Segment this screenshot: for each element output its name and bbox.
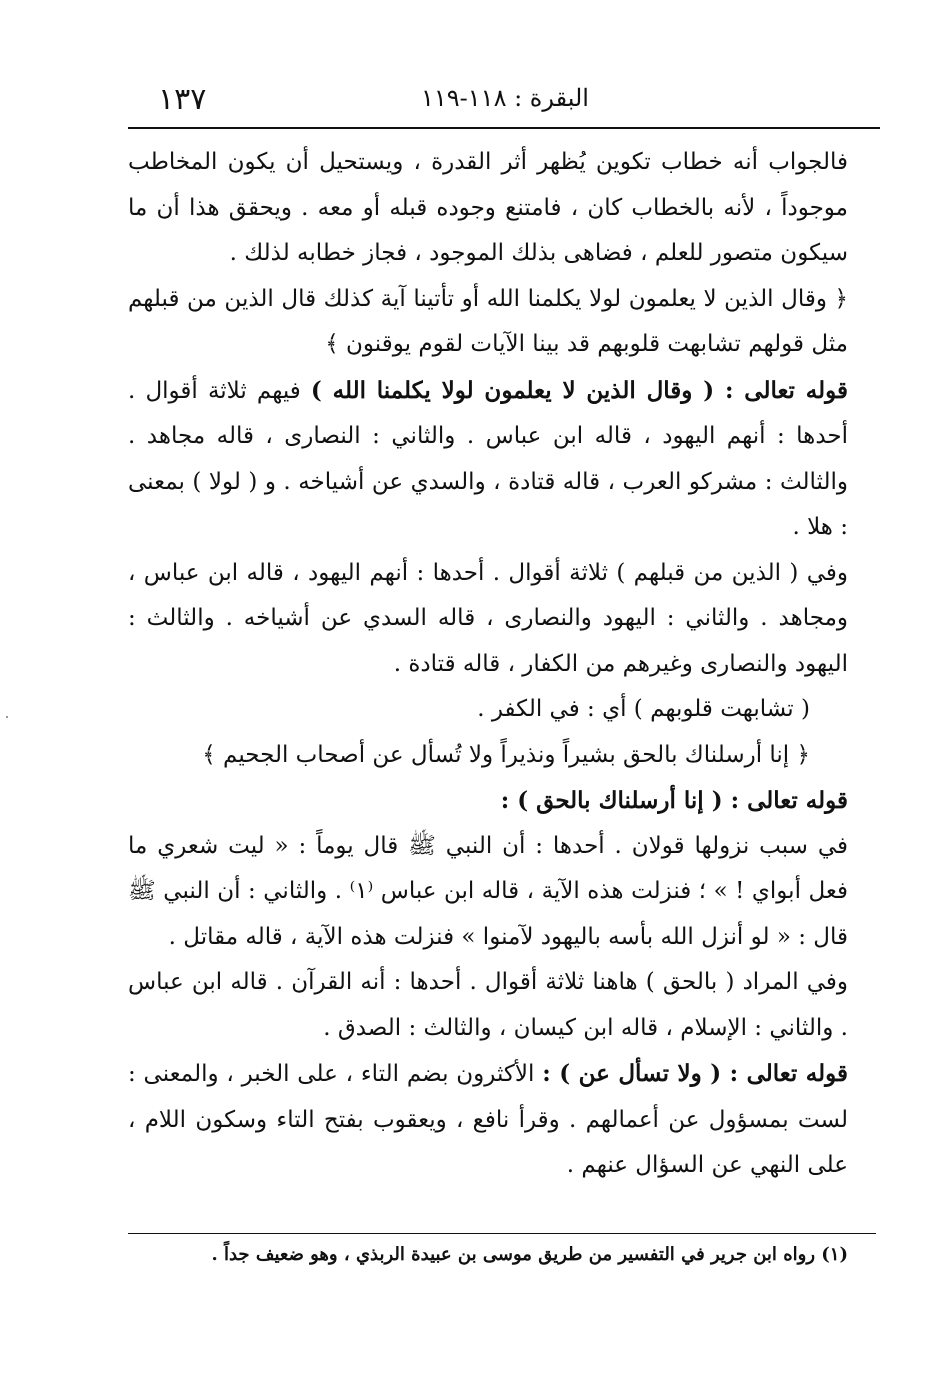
- commentary-text-2: الأكثرون بضم التاء ، على الخبر ، والمعنى : لست بمسؤول عن أعمالهم . وقرأ نافع ، ويعقوب بفتح التاء وسكون اللام ، على النهي عن السؤال عنهم .: [128, 1061, 848, 1178]
- paragraph-answer: فالجواب أنه خطاب تكوين يُظهر أثر القدرة ، ويستحيل أن يكون المخاطب موجوداً ، لأنه بالخطاب كان ، فامتنع وجوده قبله أو معه . ويحقق هذا أن ما سيكون متصور للعلم ، فضاهى بذلك الموجود ، فجاز خطابه لذلك .: [128, 149, 848, 266]
- verse-reference-label-2: قوله تعالى : ( إنا أرسلناك بالحق ) :: [500, 787, 848, 814]
- paragraph-commentary-3: ( تشابهت قلوبهم ) أي : في الكفر .: [477, 696, 810, 722]
- paragraph-commentary-5: [128, 1051, 848, 1189]
- paragraph-commentary-2: وفي ( الذين من قبلهم ) ثلاثة أقوال . أحدها : أنهم اليهود ، قاله ابن عباس ، ومجاهد . والثاني : اليهود والنصارى ، قاله السدي عن أشياخه . والثالث : اليهود والنصارى وغيرهم من الكفار ، قاله قتادة .: [128, 559, 848, 677]
- paragraph-commentary-4: وفي المراد ( بالحق ) هاهنا ثلاثة أقوال . أحدها : أنه القرآن . قاله ابن عباس . والثاني : الإسلام ، قاله ابن كيسان ، والثالث : الصدق .: [128, 969, 848, 1041]
- quran-verse-119: ﴿ إنا أرسلناك بالحق بشيراً ونذيراً ولا تُسأل عن أصحاب الجحيم ﴾: [202, 741, 810, 768]
- quran-verse-118: ﴿ وقال الذين لا يعلمون لولا يكلمنا الله أو تأتينا آية كذلك قال الذين من قبلهم مثل قولهم تشابهت قلوبهم قد بينا الآيات لقوم يوقنون ﴾: [128, 285, 848, 357]
- header-rule: [128, 127, 880, 129]
- paragraph-revelation-cause: في سبب نزولها قولان . أحدها : أن النبي ﷺ قال يوماً : « ليت شعري ما فعل أبواي ! » ؛ فنزلت هذه الآية ، قاله ابن عباس ⁽١⁾ . والثاني : أن النبي ﷺ قال : « لو أنزل الله بأسه باليهود لآمنوا » فنزلت هذه الآية ، قاله مقاتل .: [128, 832, 848, 950]
- footnote: (١) رواه ابن جرير في التفسير من طريق موسى بن عبيدة الربذي ، وهو ضعيف جداً .: [211, 1244, 848, 1265]
- commentary-text: فيهم ثلاثة أقوال . أحدها : أنهم اليهود ، قاله ابن عباس . والثاني : النصارى ، قاله مجاهد . والثالث : مشركو العرب ، قاله قتادة ، والسدي عن أشياخه . و ( لولا ) بمعنى : هلا .: [128, 377, 848, 540]
- running-head: البقرة : ١١٨-١١٩: [421, 84, 589, 112]
- page-header: [130, 80, 880, 120]
- page-number: ١٣٧: [158, 82, 207, 117]
- paragraph-commentary-1: [128, 368, 848, 551]
- footnote-rule: [128, 1233, 876, 1234]
- verse-reference-label: قوله تعالى : ( وقال الذين لا يعلمون لولا يكلمنا الله ): [310, 376, 848, 404]
- verse-reference-label-3: قوله تعالى : ( ولا تسأل عن ) :: [542, 1060, 848, 1087]
- main-text: [128, 140, 848, 1189]
- margin-speck: [6, 716, 8, 718]
